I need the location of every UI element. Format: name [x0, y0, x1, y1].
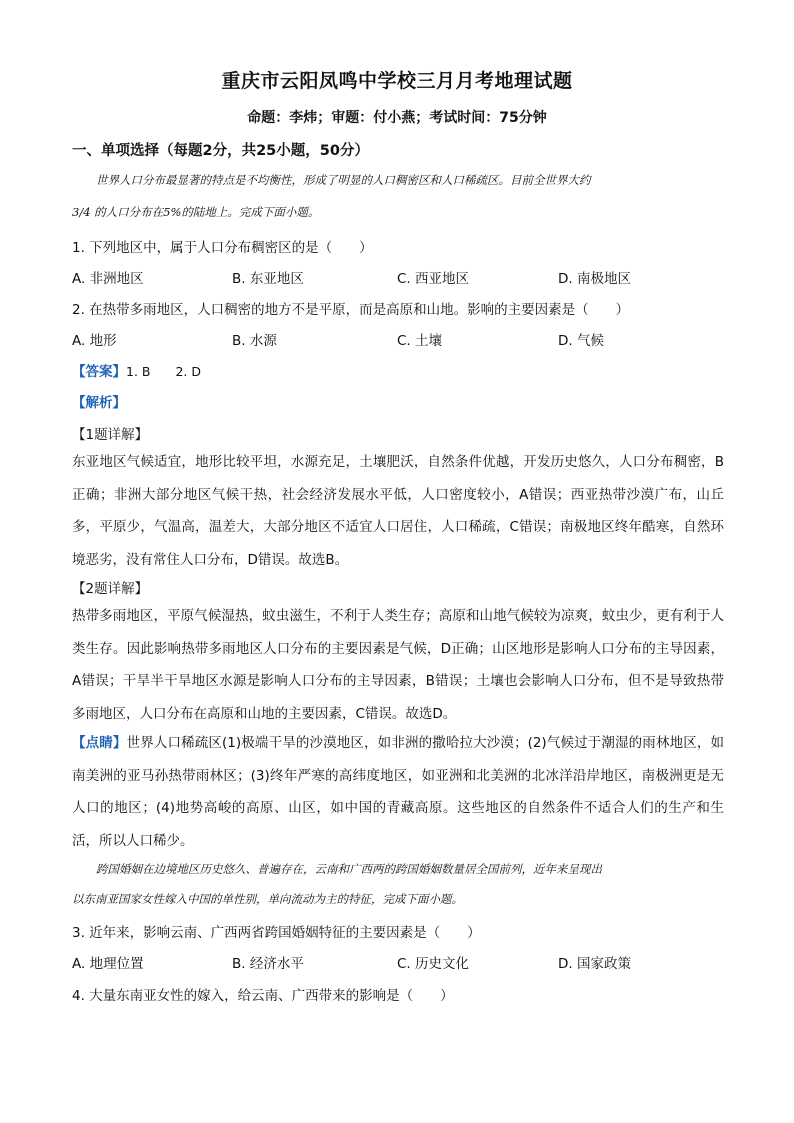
answer-row — [72, 360, 724, 380]
section-heading: 一、单项选择（每题2分，共25小题，50分） — [72, 143, 369, 159]
group2-intro-line2: 以东南亚国家女性嫁入中国的单性别，单向流动为主的特征，完成下面小题。 — [72, 892, 463, 906]
tip-paragraph — [72, 727, 724, 857]
q3-option-b: B. 经济水平 — [232, 956, 304, 972]
group1-intro-line1: 世界人口分布最显著的特点是不均衡性，形成了明显的人口稠密区和人口稀疏区。目前全世界大约 — [96, 173, 591, 187]
q1-option-c: C. 西亚地区 — [397, 271, 470, 287]
question-4-stem: 4. 大量东南亚女性的嫁入，给云南、广西带来的影响是（ ） — [72, 988, 454, 1004]
group2-intro-line1: 跨国婚姻在边境地区历史悠久、普遍存在，云南和广西两的跨国婚姻数量居全国前列，近年来呈现出 — [96, 862, 602, 876]
q3-option-d: D. 国家政策 — [558, 956, 631, 972]
q2-option-d: D. 气候 — [558, 333, 604, 349]
tip-tag: 【点睛】 — [72, 735, 127, 751]
q2-option-c: C. 土壤 — [397, 333, 443, 349]
answer-tag: 【答案】 — [72, 364, 126, 380]
detail2-paragraph: 热带多雨地区，平原气候湿热，蚊虫滋生，不利于人类生存；高原和山地气候较为凉爽，蚊虫少，更有利于人类生存。因此影响热带多雨地区人口分布的主要因素是气候，D正确；山区地形是影响人口分布的主导因素，A错误；干旱半干旱地区水源是影响人口分布的主导因素，B错误；土壤也会影响人口分布，但不是导致热带多雨地区，人口分布在高原和山地的主要因素，C错误。故选D。 — [72, 608, 724, 722]
question-3-stem: 3. 近年来，影响云南、广西两省跨国婚姻特征的主要因素是（ ） — [72, 925, 481, 941]
analysis-row — [72, 391, 724, 411]
question-2-stem: 2. 在热带多雨地区，人口稠密的地方不是平原，而是高原和山地。影响的主要因素是（ ） — [72, 302, 630, 318]
exam-authors: 命题：李炜；审题：付小燕；考试时间：75分钟 — [247, 110, 547, 126]
q2-option-a: A. 地形 — [72, 333, 117, 349]
exam-title: 重庆市云阳凤鸣中学校三月月考地理试题 — [221, 70, 573, 92]
detail1-label: 【1题详解】 — [72, 427, 149, 443]
analysis-tag: 【解析】 — [72, 395, 126, 411]
question-1-stem: 1. 下列地区中，属于人口分布稠密区的是（ ） — [72, 240, 373, 256]
answer-text: 1. B 2. D — [126, 364, 202, 379]
q1-option-b: B. 东亚地区 — [232, 271, 304, 287]
detail2-label: 【2题详解】 — [72, 581, 149, 597]
group1-intro-line2: 3/4 的人口分布在5%的陆地上。完成下面小题。 — [72, 205, 320, 219]
detail1-paragraph: 东亚地区气候适宜，地形比较平坦，水源充足，土壤肥沃，自然条件优越，开发历史悠久，人口分布稠密，B正确；非洲大部分地区气候干热，社会经济发展水平低，人口密度较小，A错误；西亚热带沙漠广布，山丘多，平原少，气温高，温差大，大部分地区不适宜人口居住，人口稀疏，C错误；南极地区终年酷寒，自然环境恶劣，没有常住人口分布，D错误。故选B。 — [72, 454, 724, 568]
q2-option-b: B. 水源 — [232, 333, 277, 349]
q1-option-a: A. 非洲地区 — [72, 271, 144, 287]
q1-option-d: D. 南极地区 — [558, 271, 631, 287]
tip-text: 世界人口稀疏区(1)极端干旱的沙漠地区，如非洲的撒哈拉大沙漠；(2)气候过于潮湿的雨林地区，如南美洲的亚马孙热带雨林区；(3)终年严寒的高纬度地区，如亚洲和北美洲的北冰洋沿岸地区，南极洲更是无人口的地区；(4)地势高峻的高原、山区，如中国的青藏高原。这些地区的自然条件不适合人们的生产和生活，所以人口稀少。 — [72, 735, 725, 849]
q3-option-a: A. 地理位置 — [72, 956, 144, 972]
q3-option-c: C. 历史文化 — [397, 956, 470, 972]
